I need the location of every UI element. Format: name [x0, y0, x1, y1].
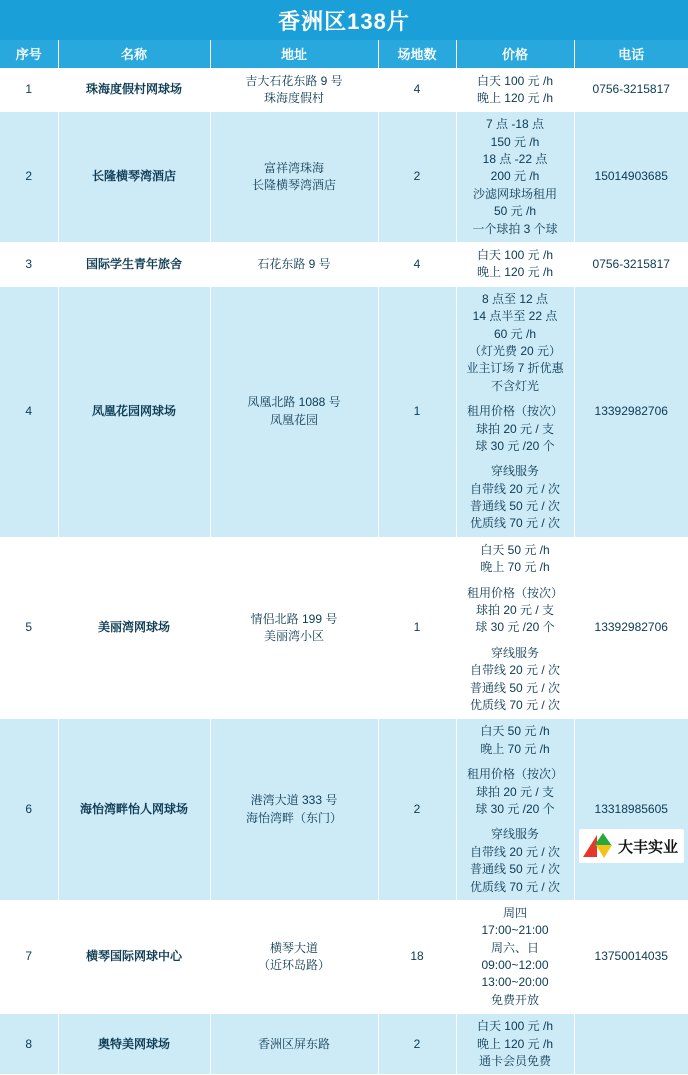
cell-courts: 18 — [378, 900, 456, 1013]
column-header-index: 序号 — [0, 40, 58, 68]
cell-name: 横琴国际网球中心 — [58, 900, 210, 1013]
cell-courts: 1 — [378, 286, 456, 537]
column-header-phone: 电话 — [574, 40, 688, 68]
cell-index: 7 — [0, 900, 58, 1013]
cell-index: 1 — [0, 68, 58, 112]
cell-name: 长隆横琴湾酒店 — [58, 112, 210, 243]
cell-price: 白天 50 元 /h 晚上 70 元 /h 租用价格（按次） 球拍 20 元 / 支 球 30 元 /20 个 穿线服务 自带线 20 元 / 次 普通线 50 元 / 次 优质线 70 元 / 次 — [456, 719, 574, 901]
cell-name: 国际学生青年旅舍 — [58, 243, 210, 287]
cell-price: 8 点至 12 点 14 点半至 22 点 60 元 /h （灯光费 20 元） 业主订场 7 折优惠 不含灯光 租用价格（按次） 球拍 20 元 / 支 球 30 元 /20 个 穿线服务 自带线 20 元 / 次 普通线 50 元 / 次 优质线 70 元 / 次 — [456, 286, 574, 537]
watermark — [579, 829, 684, 863]
cell-index: 5 — [0, 537, 58, 719]
table-row — [0, 719, 688, 901]
cell-index: 4 — [0, 286, 58, 537]
table-row — [0, 1014, 688, 1075]
cell-name: 珠海度假村网球场 — [58, 68, 210, 112]
cell-phone: 13318985605 — [574, 719, 688, 901]
cell-courts: 2 — [378, 1014, 456, 1075]
cell-name: 奥特美网球场 — [58, 1014, 210, 1075]
cell-courts: 1 — [378, 537, 456, 719]
cell-price: 周四 17:00~21:00 周六、日 09:00~12:00 13:00~20:00 免费开放 — [456, 900, 574, 1013]
cell-phone: 0756-3215817 — [574, 68, 688, 112]
cell-address: 石花东路 9 号 — [210, 243, 378, 287]
table-row — [0, 900, 688, 1013]
cell-phone: 13750014035 — [574, 900, 688, 1013]
table-header-row — [0, 40, 688, 68]
column-header-price: 价格 — [456, 40, 574, 68]
cell-phone: 15014903685 — [574, 112, 688, 243]
venues-table — [0, 40, 688, 1075]
cell-price: 白天 100 元 /h 晚上 120 元 /h 通卡会员免费 — [456, 1014, 574, 1075]
cell-address: 港湾大道 333 号 海怡湾畔（东门） — [210, 719, 378, 901]
cell-phone — [574, 1014, 688, 1075]
cell-address: 吉大石花东路 9 号 珠海度假村 — [210, 68, 378, 112]
table-row — [0, 112, 688, 243]
table-row — [0, 537, 688, 719]
column-header-courts: 场地数 — [378, 40, 456, 68]
cell-courts: 4 — [378, 243, 456, 287]
company-logo-icon — [583, 833, 613, 859]
cell-index: 2 — [0, 112, 58, 243]
table-row — [0, 68, 688, 112]
cell-courts: 2 — [378, 112, 456, 243]
cell-price: 白天 50 元 /h 晚上 70 元 /h 租用价格（按次） 球拍 20 元 / 支 球 30 元 /20 个 穿线服务 自带线 20 元 / 次 普通线 50 元 / 次 优质线 70 元 / 次 — [456, 537, 574, 719]
cell-address: 凤凰北路 1088 号 凤凰花园 — [210, 286, 378, 537]
cell-address: 情侣北路 199 号 美丽湾小区 — [210, 537, 378, 719]
cell-name: 海怡湾畔怡人网球场 — [58, 719, 210, 901]
column-header-name: 名称 — [58, 40, 210, 68]
cell-name: 凤凰花园网球场 — [58, 286, 210, 537]
cell-address: 横琴大道 （近环岛路） — [210, 900, 378, 1013]
table-row — [0, 243, 688, 287]
cell-address: 富祥湾珠海 长隆横琴湾酒店 — [210, 112, 378, 243]
cell-index: 3 — [0, 243, 58, 287]
column-header-address: 地址 — [210, 40, 378, 68]
table-row — [0, 286, 688, 537]
page-title: 香洲区138片 — [278, 8, 410, 34]
cell-courts: 4 — [378, 68, 456, 112]
cell-price: 白天 100 元 /h 晚上 120 元 /h — [456, 243, 574, 287]
watermark-label: 大丰实业 — [617, 838, 678, 856]
cell-courts: 2 — [378, 719, 456, 901]
cell-index: 6 — [0, 719, 58, 901]
cell-name: 美丽湾网球场 — [58, 537, 210, 719]
cell-address: 香洲区屏东路 — [210, 1014, 378, 1075]
cell-phone: 13392982706 — [574, 537, 688, 719]
cell-phone: 13392982706 — [574, 286, 688, 537]
cell-price: 白天 100 元 /h 晚上 120 元 /h — [456, 68, 574, 112]
cell-phone: 0756-3215817 — [574, 243, 688, 287]
cell-price: 7 点 -18 点 150 元 /h 18 点 -22 点 200 元 /h 沙滤网球场租用 50 元 /h 一个球拍 3 个球 — [456, 112, 574, 243]
cell-index: 8 — [0, 1014, 58, 1075]
document-title-bar — [0, 0, 688, 40]
